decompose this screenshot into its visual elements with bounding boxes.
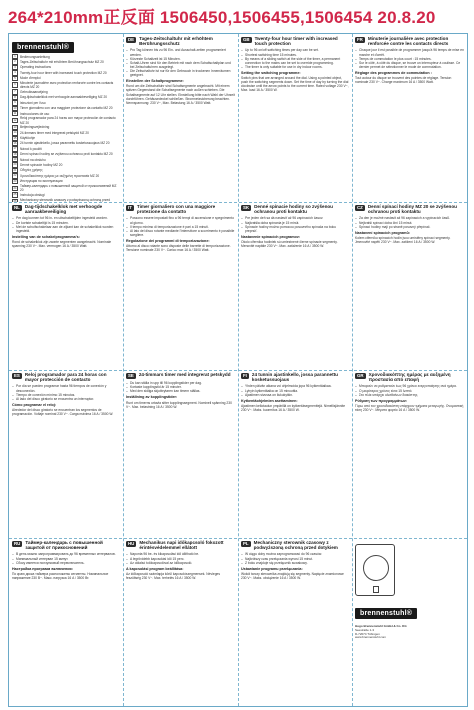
legend-text: Instrukcja obsługi bbox=[20, 193, 45, 198]
legend-number: 23 bbox=[13, 179, 17, 183]
feature-item: – By means of a sliding switch at the side of the timer, a permanent connection to the mains can be set to override programming. bbox=[241, 57, 349, 65]
section-title: Tages-Zeitschaltuhr mit erhöhtem Berührungsschutz bbox=[139, 36, 213, 47]
legend-text: Таймер-календарь с повышенной защитой от прикосновений MZ 20 bbox=[20, 184, 117, 193]
legend-number: 11 bbox=[13, 111, 17, 115]
section-header bbox=[126, 36, 235, 46]
legend-text: Instrucciones de uso bbox=[20, 111, 50, 116]
section-body-text: Attorno al disco rotante sono disposte delle barrette di temporizzazione. Tensione nominale 230 V~. Carico max 16 A / 3500 Watt. bbox=[126, 244, 231, 253]
legend-number: 2 bbox=[12, 59, 18, 64]
legend-number: 21 bbox=[13, 168, 17, 172]
legend-number: 13 bbox=[13, 125, 17, 129]
legend-number: 7 bbox=[12, 89, 18, 94]
legend-item bbox=[12, 141, 120, 146]
legend-text: Gebruiksaanwijzing bbox=[20, 89, 48, 94]
feature-item: – Pre jeden deň sa dá nastaviť až 96 zapínacích časov. bbox=[241, 216, 349, 220]
print-spec-header: 264*210mm正反面 1506450,1506455,1506454 20.8.20 bbox=[8, 7, 436, 27]
feature-item: – Z boku znajduje się przełącznik suwakowy. bbox=[241, 561, 349, 565]
company-city: D-72074 Tübingen bbox=[355, 631, 380, 636]
section-title: Dag-tijdschakelklok met verhoogde aanraakbeveiliging bbox=[24, 204, 103, 215]
section-ru bbox=[9, 538, 123, 706]
language-code-badge: GR bbox=[357, 373, 364, 379]
legend-number: 12 bbox=[13, 118, 17, 122]
legend-number: 8 bbox=[12, 95, 18, 100]
feature-list bbox=[126, 216, 235, 236]
section-body-text: Rond de schakelklok zijn zwarte segmenten aangebracht. Nominale spanning 230 V~. Max. vermogen 16 A / 3500 Watt. bbox=[12, 240, 112, 249]
feature-list bbox=[355, 216, 464, 228]
section-title: 24-timmars timer med integrerat petskydd bbox=[138, 372, 231, 377]
feature-list bbox=[12, 552, 120, 564]
legend-text: Timer giornaliero con una maggiore protezione da contatto MZ 20 bbox=[20, 106, 113, 111]
feature-item: – Μπορούν να ρυθμιστούν έως 96 χρόνοι ενεργοποίησης ανά ημέρα. bbox=[355, 384, 464, 388]
section-pl bbox=[238, 538, 352, 706]
contact-panel bbox=[352, 538, 467, 706]
section-subtitle: A kapcsolási program beállítása: bbox=[126, 566, 184, 571]
legend-text: Mechaniczny sterownik czasowy z podwyższoną ochroną przed bbox=[20, 197, 111, 202]
feature-list bbox=[241, 552, 349, 564]
legend-text: Οδηγίες χρήσης bbox=[20, 168, 43, 173]
section-body-text: Runt om timerns urtavla sitter kopplingssegment. Nominell spänning 230 V~. Max. belastning 16 A / 3500 W. bbox=[126, 400, 232, 409]
feature-item: – Met de schuifschakelaar aan de zijkant kan de schakelklok worden ingesteld. bbox=[12, 225, 120, 233]
section-header bbox=[241, 372, 349, 382]
feature-item: – Temps de commutation le plus court : 15 minutes. bbox=[355, 57, 464, 61]
section-body-text: Alrededor del disco giratorio se encuentran los segmentos de programación. Voltaje nominal 230 V~. Carga máxima 16 A / 3500 W. bbox=[12, 408, 114, 417]
feature-list bbox=[12, 384, 120, 400]
feature-item: – W ciągu doby można zaprogramować do 96 czasów. bbox=[241, 552, 349, 556]
legend-text: Käyttöohje bbox=[20, 136, 36, 141]
company-address bbox=[355, 625, 464, 640]
language-code-badge: GB bbox=[243, 37, 250, 43]
timer-device-illustration bbox=[355, 544, 395, 596]
section-title: Twenty-four hour timer with increased touch protection bbox=[254, 36, 338, 47]
section-subtitle: Inställning av kopplingstider: bbox=[126, 395, 178, 400]
language-code-badge: FI bbox=[243, 373, 247, 379]
legend-number: 18 bbox=[13, 152, 17, 156]
section-body-text: Az időkapcsoló számlapja körül kapcsolószegmensek. Névleges feszültség 230 V~. Max. terhelés 16 A / 3500 W. bbox=[126, 571, 221, 581]
feature-item: – Az oldalsó tolókapcsolóval az időkapcsoló. bbox=[126, 561, 235, 565]
legend-text: Návod na obsluhu bbox=[20, 157, 46, 162]
section-header bbox=[12, 540, 120, 550]
legend-text: 24 tunnin ajastinkello, jossa parannettu kosketussuojaus MZ 20 bbox=[20, 141, 110, 146]
legend-item bbox=[12, 95, 120, 100]
section-title: Denné spínacie hodiny so zvýšenou ochranou proti kontaktu bbox=[254, 204, 333, 215]
legend-number: 3 bbox=[12, 65, 18, 70]
legend-item bbox=[12, 152, 120, 157]
feature-item: – Naponta 96 be- és kikapcsolási idő állítható be. bbox=[126, 552, 235, 556]
language-code-badge: SE bbox=[128, 373, 134, 379]
section-gr bbox=[352, 370, 467, 538]
section-body-text: Switch pins that are arranged around the dial. Using a pointed object, push the switching segments down. Set the time of day by turning the dial clockwise until the arrow points to the current time. Rated voltage 230 V~, Max. load 16 A / 3500 W. bbox=[241, 76, 349, 93]
legend-number: 16 bbox=[13, 141, 17, 145]
feature-item: – Il tempo minimo di temporizzazione è pari a 15 minuti. bbox=[126, 225, 235, 229]
feature-item: – Possono essere impostati fino a 96 tempi di accensione e spegnimento al giorno. bbox=[126, 216, 235, 224]
brand-panel bbox=[9, 34, 123, 202]
feature-item: – В день можно запрограммировать до 96 временных интервалов. bbox=[12, 552, 120, 556]
footer-logo: brennenstuhl® bbox=[355, 608, 417, 619]
section-sk bbox=[238, 202, 352, 370]
language-code-badge: HU bbox=[128, 541, 135, 547]
feature-item: – Lyhyin kytkentäaika on 15 minuuttia. bbox=[241, 389, 349, 393]
feature-list bbox=[355, 48, 464, 68]
language-code-badge: FR bbox=[357, 37, 363, 43]
legend-number: 14 bbox=[13, 131, 17, 135]
section-subtitle: Réglage des programmes de commutation : bbox=[355, 70, 432, 75]
language-code-badge: NL bbox=[14, 205, 20, 211]
company-web: www.brennenstuhl.com bbox=[355, 635, 387, 640]
legend-number: 25 bbox=[13, 193, 17, 197]
section-header bbox=[126, 204, 235, 214]
legend-number: 6 bbox=[12, 82, 18, 87]
feature-item: – Du kan ställa in upp till 96 kopplingstider per dag. bbox=[126, 381, 235, 385]
language-code-badge: PL bbox=[243, 541, 249, 547]
section-title: Minuterie journalière avec protection renforcée contre les contacts directs bbox=[367, 36, 449, 47]
section-title: Denní spínací hodiny MZ 20 se zvýšenou ochranou proti kontaktu bbox=[367, 204, 457, 215]
feature-item: – Med den sidliga skjutbrytaren kan timern ställas. bbox=[126, 389, 235, 393]
section-title: 24 tunnin ajastinkello, jossa parannettu kosketussuojaus bbox=[251, 372, 338, 383]
section-subtitle: Cómo programar el reloj: bbox=[12, 402, 57, 407]
legend-text: Istruzioni per l'uso bbox=[20, 100, 46, 105]
legend-text: Dag-tijdschakelklok met verhoogde aanraakbeveiliging MZ 20 bbox=[20, 95, 107, 100]
feature-item: – Die Zeitschaltuhr ist nur für den Gebrauch in trockenen Innenräumen geeignet. bbox=[126, 69, 235, 77]
legend-text: Mode d'emploi bbox=[20, 76, 41, 81]
section-nl bbox=[9, 202, 123, 370]
feature-list bbox=[12, 216, 120, 232]
language-code-badge: DE bbox=[128, 37, 135, 43]
feature-item: – De kortste schakeltijd is 15 minuten. bbox=[12, 221, 120, 225]
legend-text: Návod k použití bbox=[20, 146, 42, 151]
feature-item: – The timer is only suitable for use in dry indoor rooms. bbox=[241, 65, 349, 69]
language-legend bbox=[12, 54, 120, 202]
legend-item bbox=[12, 70, 120, 75]
feature-item: – Минимальный интервал 15 минут. bbox=[12, 557, 120, 561]
legend-item bbox=[12, 116, 120, 124]
legend-number: 19 bbox=[13, 158, 17, 162]
feature-list bbox=[126, 552, 235, 564]
language-code-badge: SK bbox=[243, 205, 250, 211]
company-street: Seestraße 1-3 bbox=[355, 627, 375, 632]
feature-list bbox=[241, 216, 349, 232]
feature-list bbox=[355, 384, 464, 396]
section-fr bbox=[352, 34, 467, 202]
feature-item: – Shortest switching time 15 minutes. bbox=[241, 53, 349, 57]
legend-text: Tages-Zeitschaltuhr mit erhöhtem Berührungsschutz MZ 20 bbox=[20, 59, 104, 64]
section-subtitle: Nastavení spínacích programů: bbox=[355, 230, 410, 235]
legend-number: 5 bbox=[12, 76, 18, 81]
feature-item: – Στο πλάι υπάρχει ολισθαίνων διακόπτης. bbox=[355, 393, 464, 397]
section-header bbox=[241, 36, 349, 46]
legend-item bbox=[12, 106, 120, 111]
section-subtitle: Настройка программ включения: bbox=[12, 566, 73, 571]
feature-item: – Kortaste kopplingstid är 15 minuter. bbox=[126, 385, 235, 389]
language-code-badge: IT bbox=[128, 205, 132, 211]
feature-item: – Pro Tag können bis zu 96 Ein- und Ausschalt-zeiten programmiert werden. bbox=[126, 48, 235, 56]
legend-number: 20 bbox=[13, 163, 17, 167]
legend-item bbox=[12, 81, 120, 89]
legend-text: Minuterie journalière avec protection renforcée contre les contacts directs MZ 20 bbox=[20, 80, 114, 90]
legend-text: 24-timmars timer med integrerat petskydd MZ 20 bbox=[20, 130, 89, 135]
section-subtitle: Nastavenie spínacích programov: bbox=[241, 234, 301, 239]
section-body-text: Γύρω από τον χρονοδιακόπτη υπάρχουν τμήματα μεταγωγής. Ονομαστική τάση 230 V~. Μέγιστο φορτίο 16 A / 3500 W. bbox=[355, 403, 464, 413]
section-body-text: Tout autour du disque se trouvent des pointes de réglage. Tension nominale 230 V~. Charge maximum 16 A / 3500 Watt. bbox=[355, 76, 452, 85]
legend-number: 22 bbox=[13, 174, 17, 178]
section-es bbox=[9, 370, 123, 538]
legend-text: Twenty-four hour timer with increased touch protection MZ 20 bbox=[20, 70, 107, 75]
section-header bbox=[241, 540, 349, 550]
section-header bbox=[126, 372, 235, 379]
feature-list bbox=[126, 48, 235, 77]
legend-text: Operating instructions bbox=[20, 65, 52, 70]
section-body-text: Okolo ciferníka hodiniek sú umiestnené čierne spínacie segmenty. Menovité napätie 230 V~. Max. zaťaženie 16 A / 3500 W. bbox=[241, 240, 338, 249]
instruction-sheet bbox=[8, 33, 468, 707]
feature-list bbox=[241, 384, 349, 396]
section-header bbox=[126, 540, 235, 550]
section-header bbox=[355, 36, 464, 46]
language-code-badge: CZ bbox=[357, 205, 363, 211]
section-body-text: Kolem ciferníku spínacích hodin jsou umístěny spínací segmenty. Jmenovité napětí 230 V~. Max. zatížení 16 A / 3500 W. bbox=[355, 235, 451, 245]
legend-text: Инструкция по эксплуатации bbox=[20, 179, 63, 184]
section-title: Timer giornaliero con una maggiore protezione da contatto bbox=[136, 204, 216, 215]
section-subtitle: Ustawianie programu przełączania: bbox=[241, 566, 303, 571]
feature-item: – Сбоку имеется ползунковый переключатель. bbox=[12, 561, 120, 565]
feature-item: – Sur le côté, à côté du disque, se trouve un interrupteur à coulisse. Ce dernier permet de sélectionner le mode de commutation. bbox=[355, 61, 464, 69]
feature-list bbox=[241, 48, 349, 68]
legend-number: 15 bbox=[13, 136, 17, 140]
language-code-badge: ES bbox=[14, 373, 20, 379]
feature-item: – Al lado del disco giratorio se encuentra un interruptor. bbox=[12, 397, 120, 401]
section-body-text: Rund um die Zeitschaltuhr sind Schaltsegmente angebracht. Mit einem spitzen Gegenstand die Schaltsegmente nach außen schieben. Die Schaltsegmente auf 12 Uhr stellen. Einstellung bitte nach Wahl der Uhrzeit durchführen. Gehäusedeckel schließen. Stromnetzsicherung beachten. Nennspannung: 230 V~, Max. Belastung 16 A / 3500 Watt. bbox=[126, 84, 235, 105]
section-subtitle: Einstellen der Schaltprogramme: bbox=[126, 79, 184, 84]
timer-dial-icon bbox=[363, 555, 389, 581]
feature-item: – Tiempo de conexión mínimo 15 minutos. bbox=[12, 393, 120, 397]
legend-text: Bedienungsanleitung bbox=[20, 54, 50, 59]
legend-number: 24 bbox=[13, 186, 17, 190]
section-header bbox=[12, 204, 120, 214]
legend-item bbox=[12, 184, 120, 192]
legend-number: 1 bbox=[12, 54, 18, 59]
feature-item: – Ajastimen sivussa on liukukytkin. bbox=[241, 393, 349, 397]
feature-item: – Spínací hodiny mají po straně posuvný přepínač. bbox=[355, 225, 464, 229]
section-subtitle: Setting the switching programme: bbox=[241, 70, 301, 75]
legend-text: Reloj programador para 24 horas con mayor protección de contacto MZ 20 bbox=[20, 116, 116, 125]
feature-item: – Najkratšia doba spínania je 15 minút. bbox=[241, 221, 349, 225]
section-subtitle: Instelling van de schakelprogramma's: bbox=[12, 234, 80, 239]
feature-item: – Spínacie hodiny možno pomocou posuvného spínača na boku prepnúť. bbox=[241, 225, 349, 233]
feature-item: – Up to 96 on/off switching times per day can be set. bbox=[241, 48, 349, 52]
legend-text: Denní spínací hodiny se zvýšenou ochranou proti kontaktu MZ 20 bbox=[20, 152, 113, 157]
legend-text: Betjeningsvejledning bbox=[20, 125, 50, 130]
section-title: Reloj programador para 24 horas con mayor protección de contacto bbox=[24, 372, 107, 383]
section-fi bbox=[238, 370, 352, 538]
plug-pin-icon bbox=[373, 586, 379, 593]
section-title: Χρονοδιακόπτης ημέρας με αυξημένη προστασία από επαφή bbox=[368, 372, 451, 383]
section-hu bbox=[123, 538, 238, 706]
section-title: Таймер-календарь с повышенной защитой от прикосновений bbox=[25, 540, 103, 551]
feature-item: – A legrövidebb kapcsolási idő 15 perc. bbox=[126, 557, 235, 561]
section-subtitle: Regolazione dei programmi di temporizzazione: bbox=[126, 238, 210, 243]
section-cz bbox=[352, 202, 467, 370]
section-body-text: Ajastimen kellotaulun ympärillä on kytkentäsegmenttejä. Nimellisjännite 230 V~. Maks. kuormitus 16 A / 3500 W. bbox=[241, 403, 346, 413]
feature-item: – Chaque jour il est possible de programmer jusqu'à 96 temps de mise en marche et d'arrêt. bbox=[355, 48, 464, 56]
legend-number: 26 bbox=[12, 199, 18, 202]
legend-text: Χρονοδιακόπτης ημέρας με αυξημένη προστασία MZ 20 bbox=[20, 173, 100, 178]
feature-item: – Ο μικρότερος χρόνος είναι 15 λεπτά. bbox=[355, 389, 464, 393]
legend-item bbox=[12, 59, 120, 64]
company-name: Hugo Brennenstuhl GmbH & Co. KG bbox=[355, 624, 407, 628]
legend-number: 4 bbox=[12, 70, 18, 75]
brand-logo: brennenstuhl® bbox=[12, 42, 74, 53]
feature-list bbox=[126, 381, 235, 393]
feature-item: – Schalt-Uhren sind für den Betrieb mit nach dem Schaltschaltplan und bei Zeitschaltuhren ausgelegt. bbox=[126, 61, 235, 69]
feature-item: – Per dag kunnen tot 96 in- en uitschakeltijden ingesteld worden. bbox=[12, 216, 120, 220]
feature-item: – Za den je možné nastavit až 96 zapínacích a vypínacích časů. bbox=[355, 216, 464, 220]
section-title: Mechanikus napi időkapcsoló fokozott érintésvédelemmel ellátott bbox=[139, 540, 224, 551]
section-title: Mechaniczny sterownik czasowy z podwyższoną ochroną przed dotykiem bbox=[253, 540, 338, 551]
legend-number: 17 bbox=[13, 147, 17, 151]
section-de bbox=[123, 34, 238, 202]
legend-number: 9 bbox=[12, 100, 18, 105]
section-se bbox=[123, 370, 238, 538]
section-subtitle: Ρύθμιση των προγραμμάτων: bbox=[355, 398, 408, 403]
legend-number: 10 bbox=[13, 106, 17, 110]
section-gb bbox=[238, 34, 352, 202]
section-it bbox=[123, 202, 238, 370]
feature-item: – Najkrótszy czas przełączania wynosi 15 minut. bbox=[241, 557, 349, 561]
section-header bbox=[12, 372, 120, 382]
legend-text: Denné spínacie hodiny MZ 20 bbox=[20, 163, 63, 168]
feature-item: – Al lato del disco rotante mediante l'interruttore a scorrimento è possibile scegliere. bbox=[126, 229, 235, 237]
feature-item: – Yhden päivän aikana voi ohjelmoida jopa 96 kytkentäaikaa. bbox=[241, 384, 349, 388]
section-header bbox=[241, 204, 349, 214]
section-header bbox=[355, 204, 464, 214]
language-code-badge: RU bbox=[14, 541, 21, 547]
section-body-text: Wokół tarczy sterownika znajdują się segmenty. Napięcie znamionowe 230 V~. Maks. obciążenie 16 A / 3500 W. bbox=[241, 571, 344, 581]
section-subtitle: Kytkentäohjelmien asettaminen: bbox=[241, 398, 298, 403]
feature-item: – Nejkratší spínací doba činí 15 minut. bbox=[355, 221, 464, 225]
feature-item: – Kürzeste Schaltzeit ist 15 Minuten. bbox=[126, 57, 235, 61]
section-body-text: По краю диска таймера расположены сегменты. Номинальное напряжение 230 В~. Макс. нагрузка 16 A / 3500 Вт. bbox=[12, 571, 109, 581]
feature-item: – Por día se pueden programar hasta 96 tiempos de conexión y desconexión. bbox=[12, 384, 120, 392]
section-header bbox=[355, 372, 464, 382]
